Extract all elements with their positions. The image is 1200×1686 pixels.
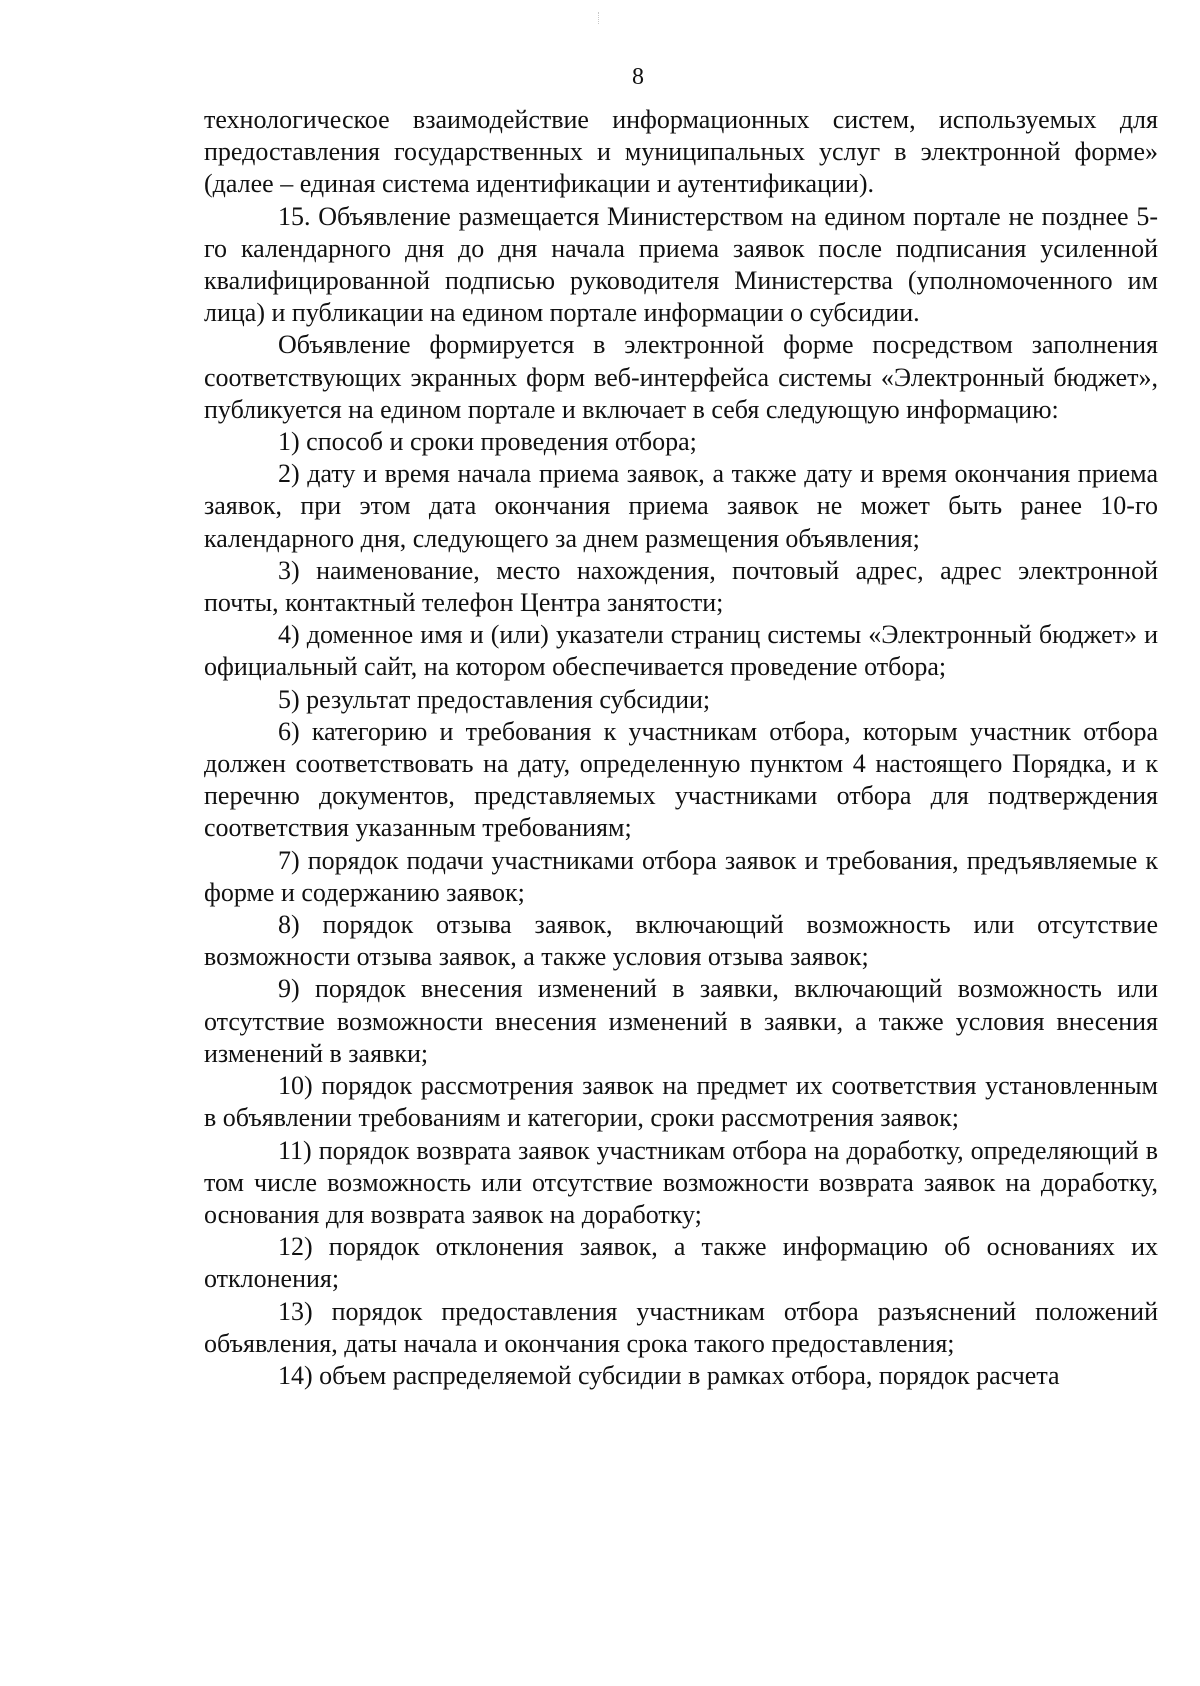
list-item-10: 10) порядок рассмотрения заявок на предмет их соответствия установленным в объявлении требованиям и категории, сроки рассмотрения заявок;	[204, 1071, 1158, 1133]
list-item-12: 12) порядок отклонения заявок, а также информацию об основаниях их отклонения;	[204, 1232, 1158, 1294]
list-item-4: 4) доменное имя и (или) указатели страниц системы «Электронный бюджет» и официальный сайт, на котором обеспечивается проведение отбора;	[204, 620, 1158, 682]
paragraph-announcement-info: Объявление формируется в электронной форме посредством заполнения соответствующих экранных форм веб-интерфейса системы «Электронный бюджет», публикуется на едином портале и включает в себя следующую информацию:	[204, 330, 1158, 424]
paragraph-continuation: технологическое взаимодействие информационных систем, используемых для предоставления государственных и муниципальных услуг в электронной форме» (далее – единая система идентификации и аутентификации).	[204, 105, 1158, 199]
list-item-14: 14) объем распределяемой субсидии в рамках отбора, порядок расчета	[278, 1360, 1060, 1390]
list-item-9: 9) порядок внесения изменений в заявки, включающий возможность или отсутствие возможности внесения изменений в заявки, а также условия внесения изменений в заявки;	[204, 974, 1158, 1068]
list-item-7: 7) порядок подачи участниками отбора заявок и требования, предъявляемые к форме и содержанию заявок;	[204, 845, 1158, 907]
list-item-2: 2) дату и время начала приема заявок, а также дату и время окончания приема заявок, при этом дата окончания приема заявок не может быть ранее 10-го календарного дня, следующего за днем размещения объявления;	[204, 459, 1158, 553]
list-item-11: 11) порядок возврата заявок участникам отбора на доработку, определяющий в том числе возможность или отсутствие возможности возврата заявок на доработку, основания для возврата заявок на доработку;	[204, 1135, 1158, 1229]
list-item-13: 13) порядок предоставления участникам отбора разъяснений положений объявления, даты начала и окончания срока такого предоставления;	[204, 1296, 1158, 1358]
list-item-6: 6) категорию и требования к участникам отбора, которым участник отбора должен соответствовать на дату, определенную пунктом 4 настоящего Порядка, и к перечню документов, представляемых участниками отбора для подтверждения соответствия указанным требованиям;	[204, 716, 1158, 843]
list-item-5: 5) результат предоставления субсидии;	[278, 684, 711, 714]
list-item-8: 8) порядок отзыва заявок, включающий возможность или отсутствие возможности отзыва заявок, а также условия отзыва заявок;	[204, 910, 1158, 972]
list-item-1: 1) способ и сроки проведения отбора;	[278, 427, 697, 457]
paragraph-clause-15: 15. Объявление размещается Министерством на едином портале не позднее 5-го календарного дня до дня начала приема заявок после подписания усиленной квалифицированной подписью руководителя Министерства (уполномоченного им лица) и публикации на едином портале информации о субсидии.	[204, 201, 1158, 328]
scan-artifact-mark	[598, 12, 602, 24]
page-number: 8	[632, 64, 644, 90]
document-body	[204, 104, 1158, 1392]
list-item-3: 3) наименование, место нахождения, почтовый адрес, адрес электронной почты, контактный телефон Центра занятости;	[204, 555, 1158, 618]
